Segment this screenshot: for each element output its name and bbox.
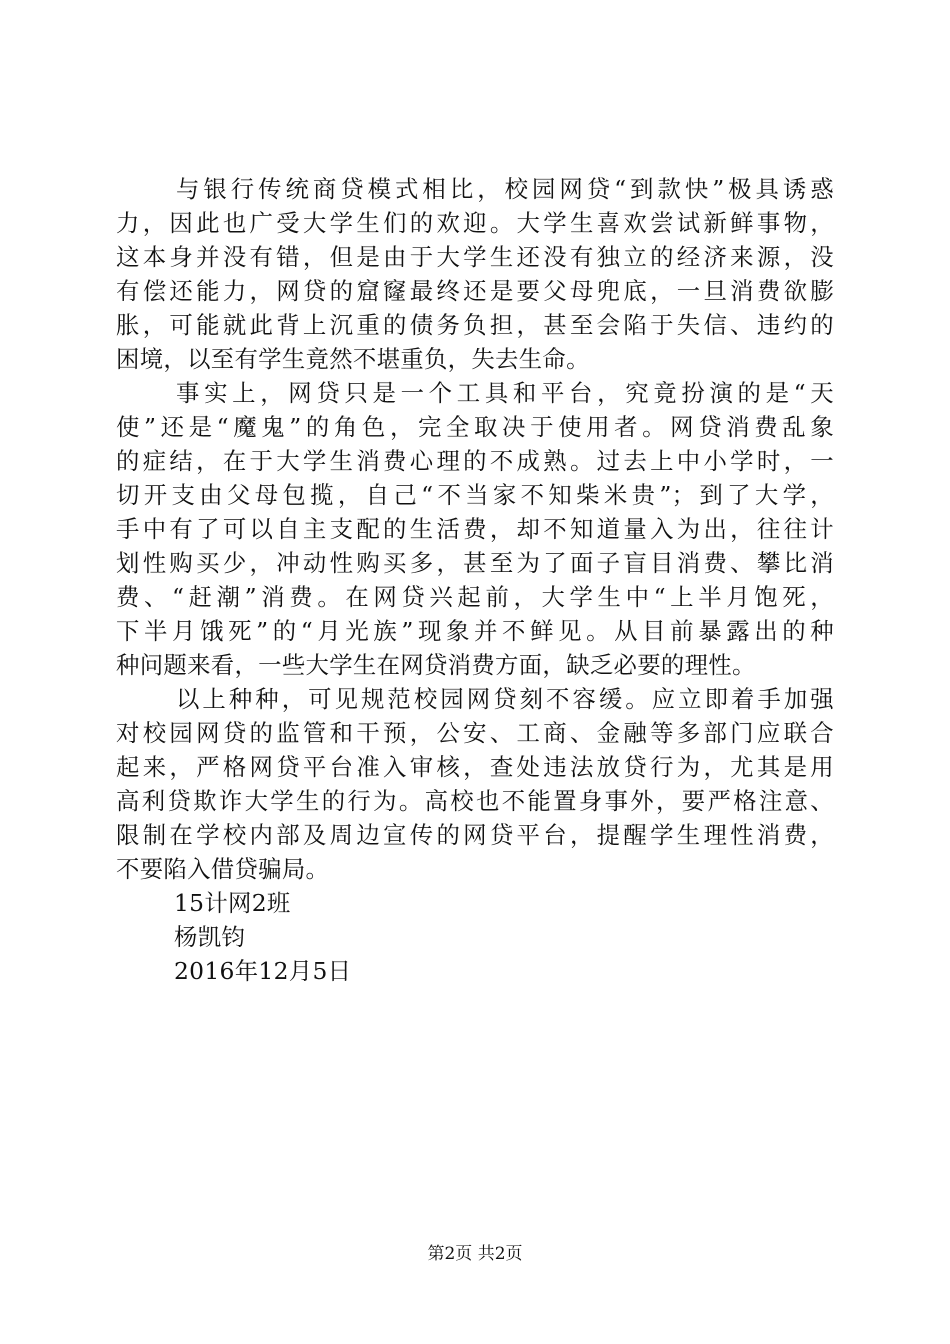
paragraph-2 — [116, 376, 834, 682]
text-line: 力，因此也广受大学生们的欢迎。大学生喜欢尝试新鲜事物， — [116, 209, 834, 237]
signature-author: 杨凯钧 — [174, 923, 246, 951]
text-line: 高利贷欺诈大学生的行为。高校也不能置身事外，要严格注意、 — [116, 787, 834, 815]
text-line: 不要陷入借贷骗局。 — [116, 855, 330, 883]
text-line: 起来，严格网贷平台准入审核，查处违法放贷行为，尤其是用 — [116, 753, 834, 781]
text-line: 对校园网贷的监管和干预，公安、工商、金融等多部门应联合 — [116, 719, 834, 747]
text-line: 切开支由父母包揽，自己“不当家不知柴米贵”；到了大学， — [116, 481, 834, 509]
text-line: 困境，以至有学生竟然不堪重负，失去生命。 — [116, 345, 590, 373]
text-line: 有偿还能力，网贷的窟窿最终还是要父母兜底，一旦消费欲膨 — [116, 277, 834, 305]
text-line: 限制在学校内部及周边宣传的网贷平台，提醒学生理性消费， — [116, 821, 834, 849]
paragraph-3 — [116, 682, 834, 886]
signature-block — [116, 886, 834, 988]
text-line: 胀，可能就此背上沉重的债务负担，甚至会陷于失信、违约的 — [116, 311, 834, 339]
page-footer: 第2页 共2页 — [427, 1244, 523, 1264]
text-line: 的症结，在于大学生消费心理的不成熟。过去上中小学时，一 — [116, 447, 834, 475]
signature-date: 2016年12月5日 — [174, 957, 352, 985]
text-line: 种问题来看，一些大学生在网贷消费方面，缺乏必要的理性。 — [116, 651, 756, 679]
paragraph-1 — [116, 172, 834, 376]
document-body — [116, 172, 834, 988]
signature-class: 15计网2班 — [174, 889, 291, 917]
text-line: 这本身并没有错，但是由于大学生还没有独立的经济来源，没 — [116, 243, 834, 271]
text-line: 以上种种，可见规范校园网贷刻不容缓。应立即着手加强 — [176, 685, 834, 713]
text-line: 使”还是“魔鬼”的角色，完全取决于使用者。网贷消费乱象 — [116, 413, 834, 441]
text-line: 费、“赶潮”消费。在网贷兴起前，大学生中“上半月饱死， — [116, 583, 834, 611]
text-line: 事实上，网贷只是一个工具和平台，究竟扮演的是“天 — [176, 379, 834, 407]
text-line: 与银行传统商贷模式相比，校园网贷“到款快”极具诱惑 — [176, 175, 834, 203]
text-line: 手中有了可以自主支配的生活费，却不知道量入为出，往往计 — [116, 515, 834, 543]
text-line: 下半月饿死”的“月光族”现象并不鲜见。从目前暴露出的种 — [116, 617, 834, 645]
text-line: 划性购买少，冲动性购买多，甚至为了面子盲目消费、攀比消 — [116, 549, 834, 577]
